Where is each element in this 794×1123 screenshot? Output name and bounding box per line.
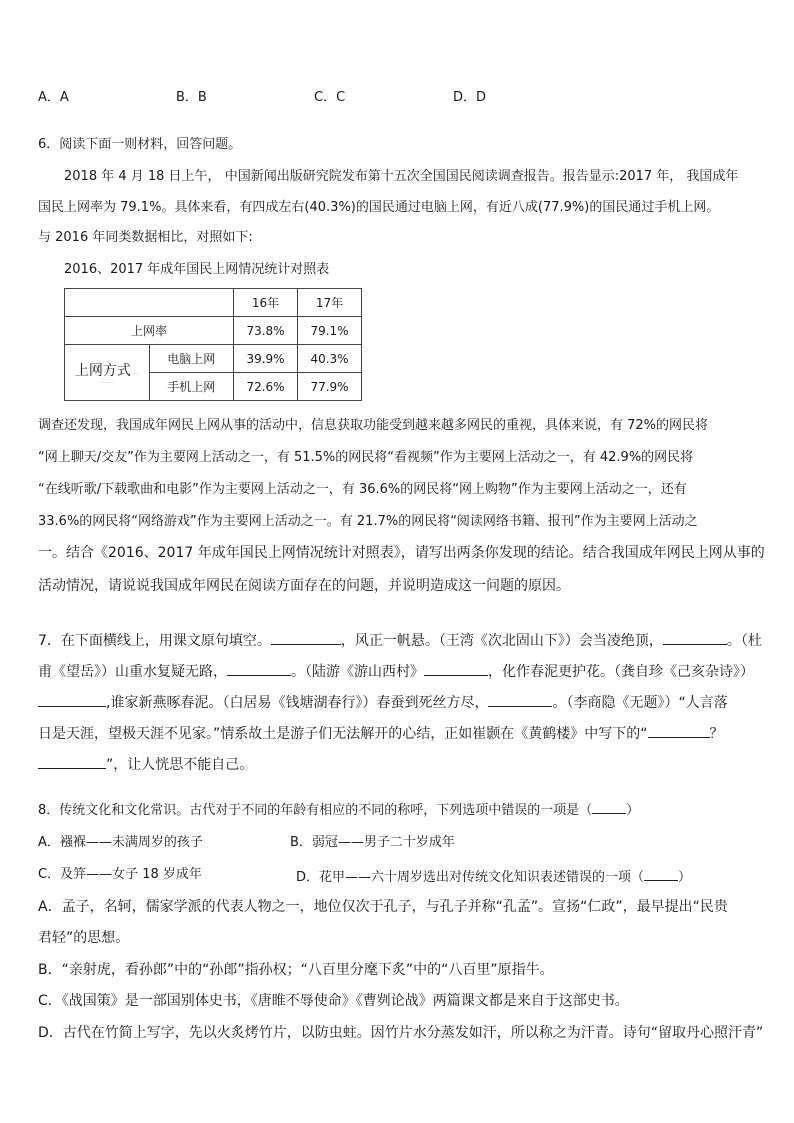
option-c: C．C — [314, 90, 346, 105]
q8-line-d: D．古代在竹简上写字，先以火炙烤竹片，以防虫蛀。因竹片水分蒸发如汗，所以称之为汗青。诗句“留取丹心照汗青” — [38, 1025, 764, 1041]
q6-para2-line1: 调查还发现，我国成年网民上网从事的活动中，信息获取功能受到越来越多网民的重视，具体来说，有 72%的网民将 — [38, 418, 709, 433]
blank-6[interactable] — [488, 692, 552, 707]
method-label-cell — [65, 345, 150, 401]
q7-line2: 甫《望岳》）山重水复疑无路， 。（陆游《游山西村》 ，化作春泥更护花。（龚自珍《己亥杂诗》） — [38, 661, 754, 681]
header-2017: 17年 — [298, 289, 362, 317]
answer-blank-2[interactable] — [644, 866, 678, 881]
q7-line3: ,谁家新燕啄春泥。（白居易《钱塘湖春行》）春蚕到死丝方尽， 。（李商隐《无题》）“人言落 — [38, 692, 728, 712]
blank-3[interactable] — [227, 661, 291, 676]
q8-option-c: C．及笄——女子 18 岁成年 — [38, 867, 202, 882]
mobile-2016: 72.6% — [234, 373, 298, 401]
blank-5[interactable] — [38, 692, 106, 707]
option-a: A．A — [38, 90, 69, 105]
pc-2017: 40.3% — [298, 345, 362, 373]
rate-label: 上网率 — [65, 317, 234, 345]
q8-option-a: A．襁褓——未满周岁的孩子 — [38, 835, 203, 850]
rate-2016: 73.8% — [234, 317, 298, 345]
q8-line-c: C．《战国策》是一部国别体史书，《唐睢不辱使命》《曹刿论战》两篇课文都是来自于这部史书。 — [38, 993, 629, 1009]
header-2016: 16年 — [234, 289, 298, 317]
q6-para2-line6: 活动情况，请说说我国成年网民在阅读方面存在的问题，并说明造成这一问题的原因。 — [38, 578, 570, 594]
row-label-pc: 电脑上网 — [149, 345, 234, 373]
blank-4[interactable] — [424, 661, 488, 676]
blank-8[interactable] — [38, 754, 106, 769]
blank-7[interactable] — [648, 723, 710, 738]
method-small-1: ······ — [130, 371, 139, 376]
method-label: 上网方式 — [74, 363, 131, 379]
row-label-mobile: 手机上网 — [149, 373, 234, 401]
q6-para2-line3: “在线听歌/下载歌曲和电影”作为主要网上活动之一，有 36.6%的网民将“网上购物”作为主要网上活动之一，还有 — [38, 482, 687, 497]
q6-para1-line3: 与 2016 年同类数据相比，对照如下: — [38, 230, 253, 245]
q6-para2-line5: 一。结合《2016、2017 年成年国民上网情况统计对照表》，请写出两条你发现的结论。结合我国成年网民上网从事的 — [38, 545, 765, 561]
option-d: D．D — [453, 90, 487, 105]
q6-prompt: 6．阅读下面一则材料，回答问题。 — [38, 137, 242, 152]
q6-para2-line4: 33.6%的网民将“网络游戏”作为主要网上活动之一。有 21.7%的网民将“阅读网络书籍、报刊”作为主要网上活动之 — [38, 514, 698, 529]
table-title: 2016、2017 年成年国民上网情况统计对照表 — [64, 262, 330, 277]
rate-2017: 79.1% — [298, 317, 362, 345]
method-small-2: ·········· — [100, 380, 114, 385]
q8-option-d: D．花甲——六十周岁选出对传统文化知识表述错误的一项（ ） — [296, 866, 691, 887]
q8-stem: 8．传统文化和文化常识。古代对于不同的年龄有相应的不同的称呼，下列选项中错误的一项是（ ） — [38, 799, 639, 820]
q7-line5: ”，让人恍思不能自己。 — [38, 754, 253, 774]
q6-para1-line2: 国民上网率为 79.1%。具体来看，有四成左右(40.3%)的国民通过电脑上网，有近八成(77.9%)的国民通过手机上网。 — [38, 200, 720, 215]
blank-1[interactable] — [271, 630, 341, 645]
q8-line-a1: A．孟子，名轲，儒家学派的代表人物之一，地位仅次于孔子，与孔子并称“孔孟”。宣扬“仁政”，最早提出“民贵 — [38, 899, 728, 915]
q7-line1: 7．在下面横线上，用课文原句填空。 ，风正一帆悬。（王湾《次北固山下》）会当凌绝顶， 。（杜 — [38, 630, 762, 650]
blank-2[interactable] — [663, 630, 727, 645]
pc-2016: 39.9% — [234, 345, 298, 373]
stats-table — [64, 288, 362, 401]
q6-para1-line1: 2018 年 4 月 18 日上午， 中国新闻出版研究院发布第十五次全国国民阅读调查报告。报告显示:2017 年， 我国成年 — [64, 169, 739, 184]
q8-line-b: B．“亲射虎，看孙郎”中的“孙郎”指孙权；“八百里分麾下炙”中的“八百里”原指牛。 — [38, 962, 554, 978]
q6-para2-line2: “网上聊天/交友”作为主要网上活动之一，有 51.5%的网民将“看视频”作为主要网上活动之一，有 42.9%的网民将 — [38, 450, 694, 465]
option-b: B．B — [176, 90, 207, 105]
q8-option-b: B．弱冠——男子二十岁成年 — [290, 835, 455, 850]
mobile-2017: 77.9% — [298, 373, 362, 401]
q8-line-a2: 君轻”的思想。 — [38, 930, 130, 946]
answer-blank-1[interactable] — [592, 799, 626, 814]
q7-line4: 日是天涯，望极天涯不见家。”情系故土是游子们无法解开的心结，正如崔颢在《黄鹤楼》中写下的“ ？ — [38, 723, 724, 743]
